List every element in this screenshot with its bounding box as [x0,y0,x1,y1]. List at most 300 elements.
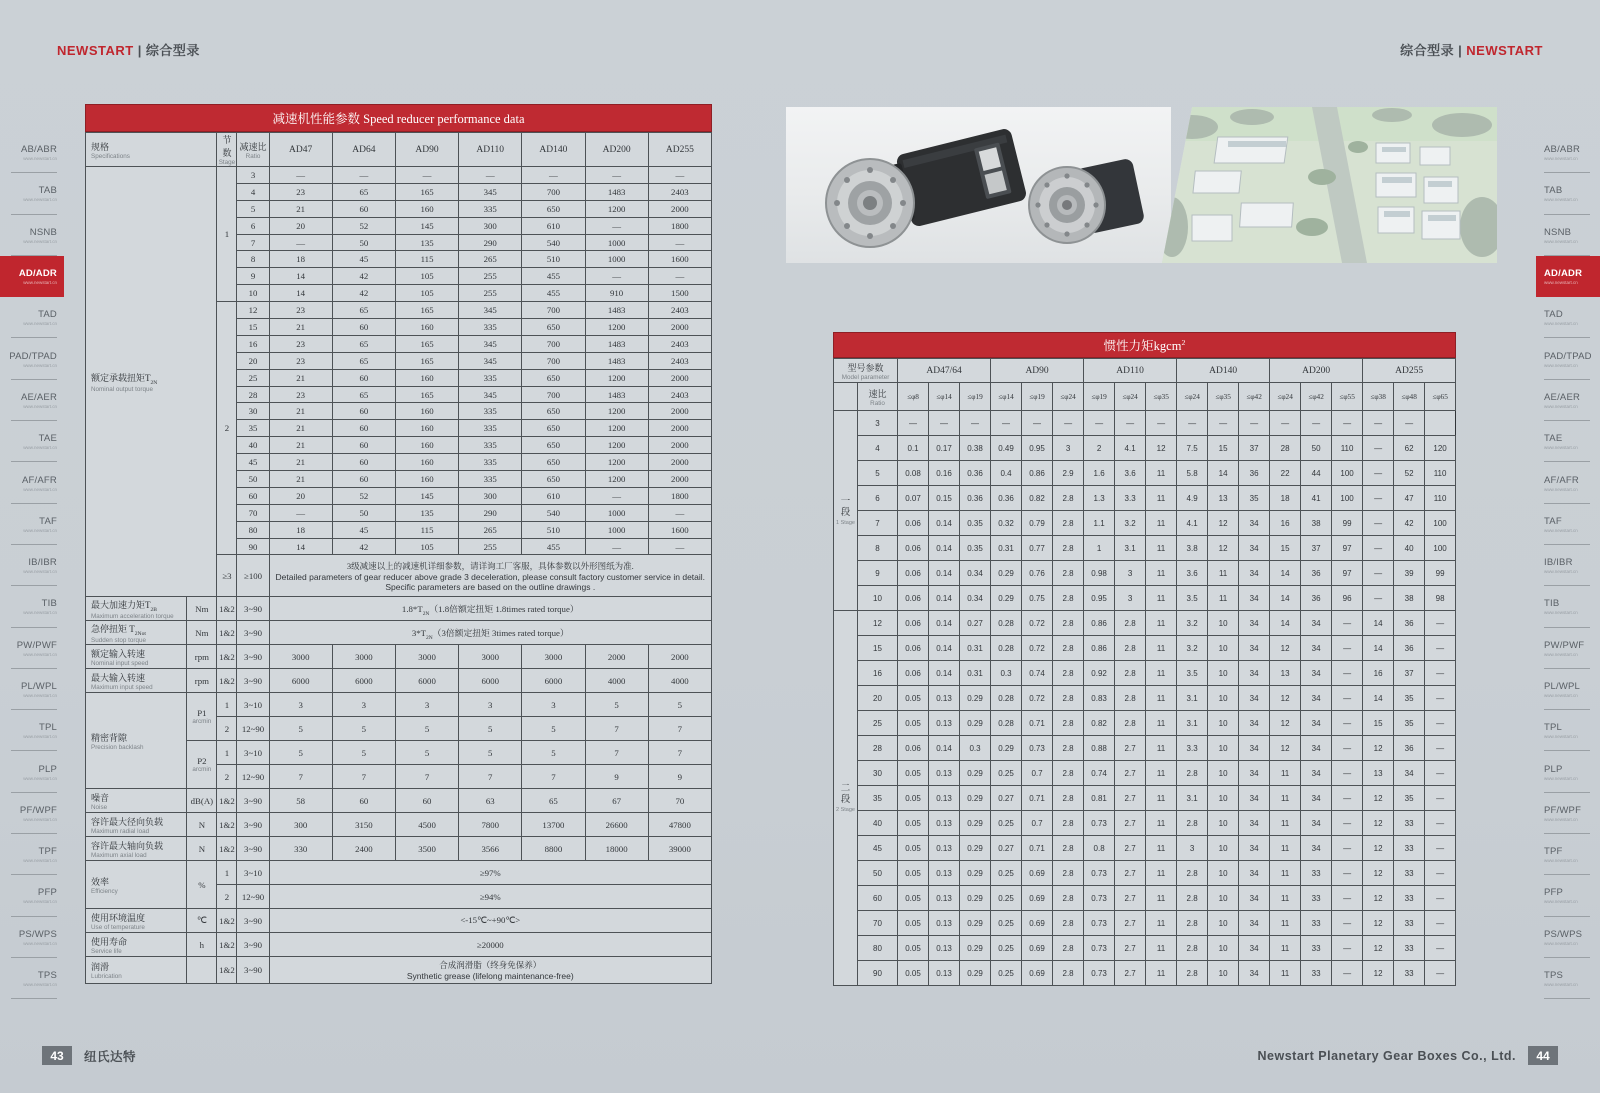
table-cell: 0.29 [960,861,991,886]
sidebar-item-pf-wpf[interactable] [1536,793,1600,834]
sidebar-item-ps-wps[interactable] [0,917,64,958]
table-cell: 34 [1239,561,1270,586]
table-cell: 13 [1270,661,1301,686]
table-cell: 35 [1394,686,1425,711]
table-cell: 0.28 [991,711,1022,736]
table-cell: 0.13 [929,811,960,836]
table-cell: 0.86 [1022,461,1053,486]
table-cell: 21 [269,200,332,217]
table-cell: 160 [395,471,458,488]
table-cell: 0.05 [898,711,929,736]
table-cell: dB(A) [187,789,217,813]
table-cell: 0.95 [1022,436,1053,461]
table-cell: — [1425,836,1456,861]
catalog-title: 综合型录 [145,43,200,58]
table-cell: 0.25 [991,861,1022,886]
table-cell: 23 [269,335,332,352]
table-cell: 37 [1239,436,1270,461]
table-cell: 12~90 [237,717,269,741]
table-cell: 11 [1270,861,1301,886]
table-cell: 3.6 [1115,461,1146,486]
table-cell: 5 [585,693,648,717]
sidebar-item-ib-ibr[interactable] [1536,545,1600,586]
table-cell: 60 [332,471,395,488]
table-cell: 0.13 [929,686,960,711]
table-cell: 10 [237,285,269,302]
sidebar-item-label: TAB [38,185,57,197]
table-cell: 0.25 [991,886,1022,911]
sidebar-item-taf[interactable] [1536,504,1600,545]
table-cell: 300 [459,487,522,504]
table-cell: 4.1 [1115,436,1146,461]
table-cell: 1200 [585,319,648,336]
table-cell: 60 [332,789,395,813]
table-cell: rpm [187,669,217,693]
table-cell: 14 [1363,636,1394,661]
table-cell: 90 [237,538,269,555]
table-cell: 1&2 [217,909,237,933]
table-cell: 40 [858,811,898,836]
table-cell: 0.17 [929,436,960,461]
table-cell: 5 [648,693,711,717]
table-cell: 0.29 [960,811,991,836]
table-cell: 2.8 [1053,611,1084,636]
sidebar-item-url: www.newstart.cn [23,362,57,368]
table-cell: 60 [332,200,395,217]
table-cell: 0.28 [991,611,1022,636]
sidebar-item-af-afr[interactable] [0,462,64,503]
sidebar-item-tae[interactable] [1536,421,1600,462]
table-cell: 33 [1301,961,1332,986]
table-cell: 4.1 [1177,511,1208,536]
table-cell: % [187,861,217,909]
row-label: 使用寿命 Service life [86,933,187,957]
sidebar-item-tab[interactable] [0,173,64,214]
table-cell: 255 [459,285,522,302]
sidebar-item-tib[interactable] [1536,586,1600,627]
column-header: AD90 [991,359,1084,383]
table-cell: 25 [237,369,269,386]
table-cell: 0.05 [898,861,929,886]
table-cell: 11 [1146,611,1177,636]
table-cell: 2000 [648,454,711,471]
table-cell: 20 [269,487,332,504]
table-cell: 2403 [648,302,711,319]
table-cell: 2.8 [1177,886,1208,911]
table-cell: 5 [459,741,522,765]
table-cell: 2403 [648,386,711,403]
table-cell: 165 [395,352,458,369]
inertia-table-title [833,332,1456,358]
sidebar-item-pad-tpad[interactable] [0,338,64,379]
table-cell: 0.06 [898,536,929,561]
sidebar-item-url: www.newstart.cn [1544,982,1578,988]
table-cell: 34 [1239,686,1270,711]
table-cell: 28 [858,736,898,761]
table-cell: 3 [858,411,898,436]
sidebar-item-pl-wpl[interactable] [0,669,64,710]
table-cell: 60 [332,403,395,420]
table-cell: 14 [269,538,332,555]
table-cell: — [1425,861,1456,886]
sidebar-item-tps[interactable] [1536,958,1600,999]
sidebar-item-af-afr[interactable] [1536,462,1600,503]
sidebar-item-label: TIB [1544,598,1560,610]
table-cell: 10 [1208,911,1239,936]
table-cell: 99 [1332,511,1363,536]
sidebar-item-url: www.newstart.cn [23,610,57,616]
table-cell: 7 [395,765,458,789]
table-cell: 0.98 [1084,561,1115,586]
sidebar-item-taf[interactable] [0,504,64,545]
table-cell: 21 [269,471,332,488]
table-cell: 11 [1146,586,1177,611]
sidebar-item-label: AD/ADR [18,268,57,280]
table-cell: ≤φ19 [960,383,991,411]
table-cell: 2.7 [1115,811,1146,836]
row-label: 额定输入转速 Nominal input speed [86,645,187,669]
sidebar-item-nsnb[interactable] [1536,215,1600,256]
table-cell: 0.16 [929,461,960,486]
table-cell: 0.06 [898,611,929,636]
table-cell: 10 [1208,661,1239,686]
table-cell: — [1394,411,1425,436]
table-cell: — [1425,661,1456,686]
product-nav-left [0,132,64,999]
table-cell: 2.7 [1115,736,1146,761]
sidebar-item-ae-aer[interactable] [0,380,64,421]
table-cell: 21 [269,319,332,336]
table-cell: 4500 [395,813,458,837]
table-cell: 0.06 [898,511,929,536]
table-cell: 3 [522,693,585,717]
table-cell: — [1332,861,1363,886]
table-cell: — [1332,761,1363,786]
sidebar-item-tib[interactable] [0,586,64,627]
sidebar-item-pl-wpl[interactable] [1536,669,1600,710]
table-cell: 14 [269,285,332,302]
table-cell: 42 [1394,511,1425,536]
table-cell: 12 [1363,911,1394,936]
table-cell: — [1332,961,1363,986]
table-cell: 34 [1239,736,1270,761]
table-cell: 2000 [648,403,711,420]
table-cell: 42 [332,285,395,302]
table-cell: 52 [1394,461,1425,486]
table-cell: 11 [1146,661,1177,686]
table-cell: 0.72 [1022,636,1053,661]
table-cell: 7 [269,765,332,789]
table-cell: 165 [395,335,458,352]
table-cell: 650 [522,319,585,336]
sidebar-item-pad-tpad[interactable] [1536,338,1600,379]
sidebar-item-ad-adr[interactable] [1536,256,1600,297]
table-cell: 3~10 [237,741,269,765]
table-cell: 7 [459,765,522,789]
sidebar-item-ab-abr[interactable] [1536,132,1600,173]
table-cell: 11 [1146,486,1177,511]
table-cell: 1&2 [217,645,237,669]
table-cell: ≥20000 [269,933,711,957]
table-cell: 0.34 [960,561,991,586]
table-cell: 60 [332,369,395,386]
table-cell: 12 [1363,811,1394,836]
table-cell: 1000 [585,521,648,538]
row-label: 噪音 Noise [86,789,187,813]
table-cell: 34 [1239,911,1270,936]
sidebar-item-pfp[interactable] [1536,875,1600,916]
table-cell: 650 [522,369,585,386]
table-cell: 5 [237,200,269,217]
table-cell: 2.8 [1053,936,1084,961]
table-cell: 0.3 [991,661,1022,686]
table-cell: 0.73 [1084,886,1115,911]
sidebar-item-tpl[interactable] [1536,710,1600,751]
sidebar-item-pf-wpf[interactable] [0,793,64,834]
company-name: Newstart Planetary Gear Boxes Co., Ltd. [1257,1048,1516,1063]
table-cell: 335 [459,437,522,454]
table-cell: 62 [1394,436,1425,461]
table-cell: 10 [1208,736,1239,761]
sidebar-item-label: AD/ADR [1544,268,1583,280]
sidebar-item-label: IB/IBR [1544,557,1573,569]
table-cell: 11 [1146,711,1177,736]
table-cell: 3.8 [1177,536,1208,561]
table-cell: 0.74 [1084,761,1115,786]
table-cell: 65 [522,789,585,813]
table-cell: 2.7 [1115,836,1146,861]
note-cell: 3级减速以上的减速机详细参数，请详询工厂客服，具体参数以外形图纸为准. Detailed parameters of gear reducer above grade 3 deceleration, please consult factory customer service in detail. Specific parameters are based on the outline drawings . [269,555,711,597]
table-cell: 2.8 [1053,836,1084,861]
table-cell: — [585,167,648,184]
table-cell: 10 [858,586,898,611]
sidebar-item-label: PL/WPL [20,681,57,692]
table-cell: 145 [395,487,458,504]
table-cell: 4 [237,183,269,200]
sidebar-item-label: PW/PWF [16,639,57,651]
table-cell: 3~90 [237,789,269,813]
table-cell: 2.8 [1115,611,1146,636]
sidebar-item-tae[interactable] [0,421,64,462]
table-cell: 18 [269,521,332,538]
gearbox-products-photo [786,107,1171,263]
table-cell: 6000 [269,669,332,693]
table-cell: 11 [1270,936,1301,961]
sidebar-item-label: PW/PWF [1544,639,1585,651]
table-cell: 11 [1146,861,1177,886]
table-cell: 34 [1301,686,1332,711]
sidebar-item-pw-pwf[interactable] [0,628,64,669]
title-text: 减速机性能参数 Speed reducer performance data [272,112,525,126]
table-cell: 11 [1208,561,1239,586]
table-cell: 455 [522,538,585,555]
table-cell: 610 [522,487,585,504]
table-cell: 45 [332,521,395,538]
table-cell: 34 [1301,636,1332,661]
table-cell: 2000 [648,319,711,336]
table-cell: 50 [332,234,395,251]
sidebar-item-ad-adr[interactable] [0,256,64,297]
table-cell: 0.29 [991,736,1022,761]
table-cell: 3 [332,693,395,717]
table-cell: — [1208,411,1239,436]
table-cell: 145 [395,217,458,234]
table-cell: 18000 [585,837,648,861]
sidebar-item-ae-aer[interactable] [1536,380,1600,421]
sidebar-item-tab[interactable] [1536,173,1600,214]
sidebar-item-tps[interactable] [0,958,64,999]
sidebar-item-label: NSNB [29,226,57,238]
table-cell: — [991,411,1022,436]
table-cell: 33 [1394,836,1425,861]
table-cell: 0.14 [929,636,960,661]
sidebar-item-tpf[interactable] [1536,834,1600,875]
catalog-title: 综合型录 [1400,43,1455,58]
table-cell: ≤φ14 [929,383,960,411]
sidebar-item-ab-abr[interactable] [0,132,64,173]
table-cell: Nm [187,597,217,621]
table-cell: ≤φ42 [1239,383,1270,411]
table-cell: 34 [1239,536,1270,561]
sidebar-item-label: AF/AFR [1544,474,1579,486]
sidebar-item-url: www.newstart.cn [23,775,57,781]
table-cell: 58 [269,789,332,813]
table-cell: 2.8 [1115,686,1146,711]
table-cell: 335 [459,403,522,420]
table-cell: 0.05 [898,961,929,986]
table-cell: 3~90 [237,813,269,837]
table-cell: 0.95 [1084,586,1115,611]
table-cell: 7 [522,765,585,789]
table-cell: — [1425,911,1456,936]
table-cell: 12 [1208,536,1239,561]
table-cell: 12 [1146,436,1177,461]
table-cell: 0.25 [991,811,1022,836]
sidebar-item-label: AF/AFR [22,474,57,486]
table-cell: $3*T_{2N}(3$倍额定扭矩 3times rated torque） [269,621,711,645]
table-cell: 0.8 [1084,836,1115,861]
table-cell: 160 [395,369,458,386]
sidebar-item-pfp[interactable] [0,875,64,916]
table-cell: 5 [269,741,332,765]
sidebar-item-nsnb[interactable] [0,215,64,256]
table-cell: 11 [1270,836,1301,861]
table-cell: 9 [237,268,269,285]
table-cell: 910 [585,285,648,302]
sidebar-item-url: www.newstart.cn [1544,816,1578,822]
table-cell: ≤φ24 [1053,383,1084,411]
table-cell: 3 [395,693,458,717]
sidebar-item-tad[interactable] [0,297,64,338]
table-cell: — [269,504,332,521]
page-number-badge: 44 [1528,1046,1558,1065]
table-cell: 28 [1270,436,1301,461]
table-cell: 2 [217,717,237,741]
table-cell: 1800 [648,487,711,504]
table-cell: 2.8 [1115,711,1146,736]
table-cell: 11 [1146,836,1177,861]
table-cell: — [1425,761,1456,786]
table-cell: 65 [332,183,395,200]
table-cell: 10 [1208,611,1239,636]
stage-label: 一 段 1 Stage [834,411,858,611]
table-cell: 0.05 [898,811,929,836]
table-cell: 0.79 [1022,511,1053,536]
sidebar-item-tpf[interactable] [0,834,64,875]
table-cell: 28 [237,386,269,403]
table-cell: 37 [1394,661,1425,686]
table-cell: 1483 [585,335,648,352]
table-cell: 10 [1208,961,1239,986]
table-cell: 4.9 [1177,486,1208,511]
table-cell: 345 [459,302,522,319]
table-cell: 6 [237,217,269,234]
table-cell: 0.29 [960,761,991,786]
table-cell: 6000 [522,669,585,693]
table-cell: 11 [1146,736,1177,761]
table-cell: ≤φ8 [898,383,929,411]
table-cell: 3~90 [237,909,269,933]
table-cell: 2 [217,302,237,555]
table-cell: 135 [395,504,458,521]
sidebar-item-tpl[interactable] [0,710,64,751]
table-cell: 0.14 [929,536,960,561]
table-cell: 2403 [648,183,711,200]
sidebar-item-ib-ibr[interactable] [0,545,64,586]
sidebar-item-plp[interactable] [0,751,64,792]
table-cell: 165 [395,386,458,403]
sidebar-item-url: www.newstart.cn [23,569,57,575]
table-cell: 3.5 [1177,661,1208,686]
table-cell: 34 [1239,811,1270,836]
table-cell: 510 [522,521,585,538]
table-cell: 1483 [585,352,648,369]
table-cell: 50 [858,861,898,886]
table-cell: 20 [858,686,898,711]
table-cell: 0.29 [960,936,991,961]
table-cell: 63 [459,789,522,813]
table-cell: 10 [1208,836,1239,861]
sidebar-item-ps-wps[interactable] [1536,917,1600,958]
table-cell: — [1177,411,1208,436]
table-cell: 2.8 [1053,661,1084,686]
table-cell: 265 [459,251,522,268]
table-cell: 0.31 [991,536,1022,561]
table-cell: — [1115,411,1146,436]
table-cell: — [1363,561,1394,586]
table-cell: 3150 [332,813,395,837]
sidebar-item-tad[interactable] [1536,297,1600,338]
table-cell: 1 [217,741,237,765]
sidebar-item-plp[interactable] [1536,751,1600,792]
table-cell: 540 [522,234,585,251]
table-cell: 335 [459,420,522,437]
sidebar-item-label: PAD/TPAD [9,350,57,362]
table-cell: — [1332,886,1363,911]
column-header: AD64 [332,133,395,167]
table-cell: 3 [1115,561,1146,586]
table-cell: ≤φ65 [1425,383,1456,411]
table-cell: 7.5 [1177,436,1208,461]
table-cell: 0.06 [898,736,929,761]
table-cell: 0.71 [1022,836,1053,861]
table-cell: 3.1 [1115,536,1146,561]
table-cell: 0.14 [929,661,960,686]
sidebar-item-url: www.newstart.cn [23,816,57,822]
sidebar-item-pw-pwf[interactable] [1536,628,1600,669]
sidebar-item-url: www.newstart.cn [1544,280,1578,286]
row-label: 精密背隙 Precision backlash [86,693,187,789]
